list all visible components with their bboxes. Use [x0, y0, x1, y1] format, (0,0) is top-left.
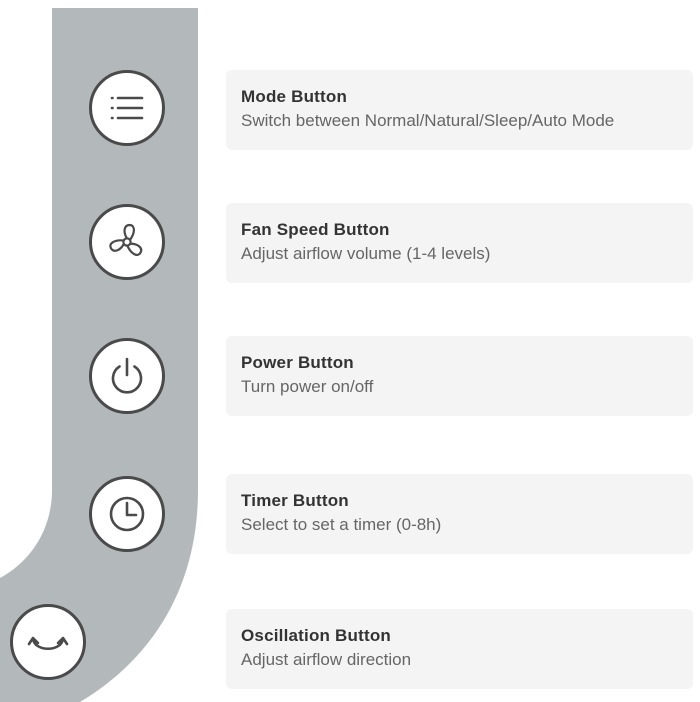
timer-button-text: Select to set a timer (0-8h): [241, 515, 442, 534]
oscillation-button-description: [226, 609, 693, 689]
mode-button-description: [226, 70, 693, 150]
fan-speed-button-title: Fan Speed Button: [241, 220, 390, 239]
clock-icon: [105, 492, 149, 536]
mode-button-title: Mode Button: [241, 87, 348, 106]
oscillation-button-title: Oscillation Button: [241, 626, 391, 645]
timer-button-title: Timer Button: [241, 491, 349, 510]
oscillation-button-text: Adjust airflow direction: [241, 650, 412, 669]
list-icon: [107, 88, 147, 128]
power-icon: [105, 354, 149, 398]
oscillation-button[interactable]: [10, 604, 86, 680]
timer-button[interactable]: [89, 476, 165, 552]
mode-button[interactable]: [89, 70, 165, 146]
power-button-title: Power Button: [241, 353, 354, 372]
fan-speed-button-text: Adjust airflow volume (1-4 levels): [241, 244, 491, 263]
fan-speed-button-description: [226, 203, 693, 283]
fan-speed-button[interactable]: [89, 204, 165, 280]
power-button[interactable]: [89, 338, 165, 414]
power-button-description: [226, 336, 693, 416]
oscillation-arrows-icon: [25, 619, 71, 665]
power-button-text: Turn power on/off: [241, 377, 374, 396]
timer-button-description: [226, 474, 693, 554]
mode-button-text: Switch between Normal/Natural/Sleep/Auto Mode: [241, 111, 615, 130]
fan-icon: [105, 220, 149, 264]
